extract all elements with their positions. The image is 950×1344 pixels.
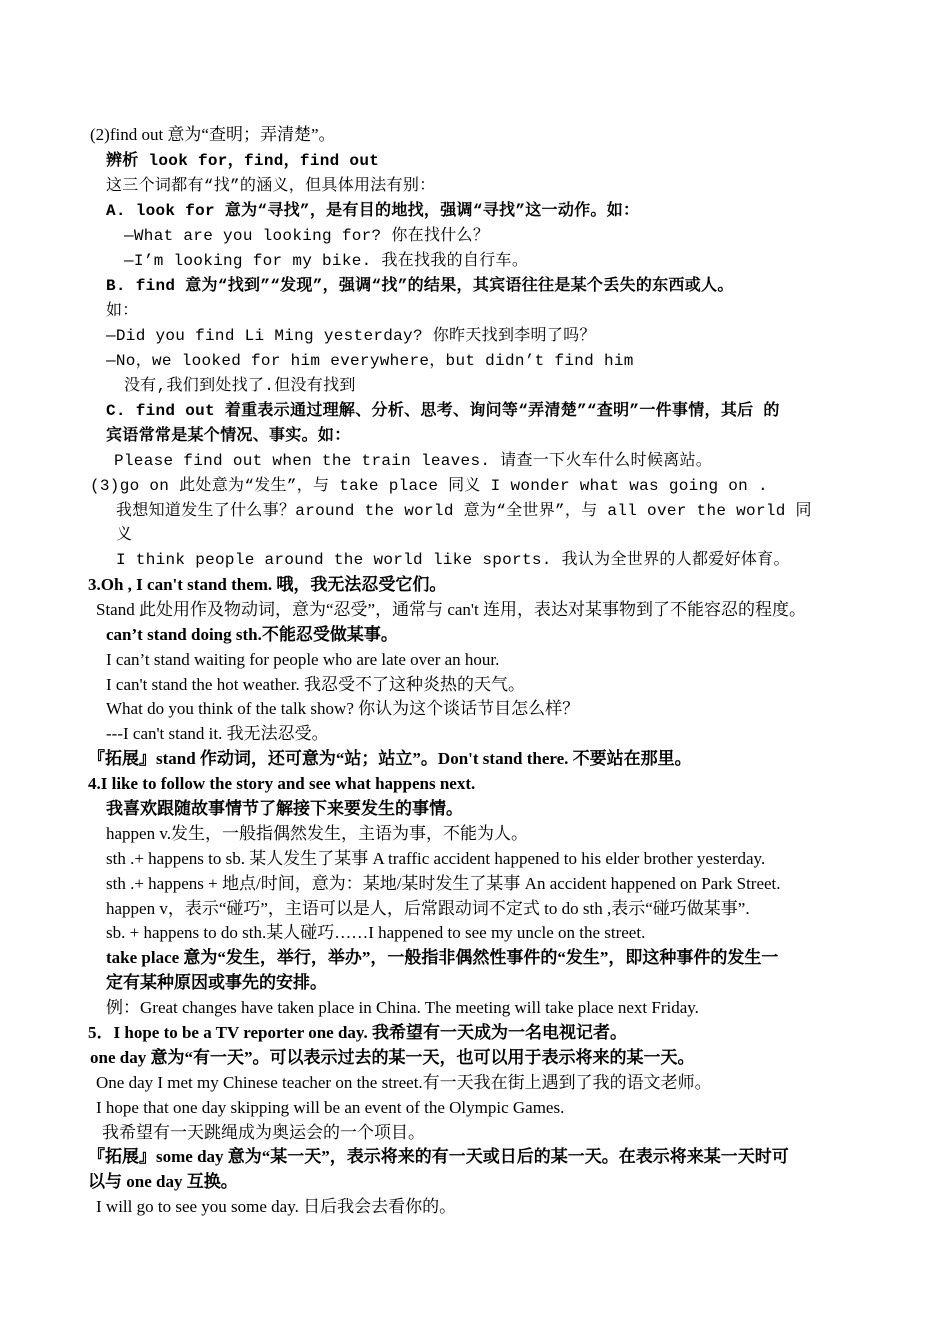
text-line: —No，we looked for him everywhere，but didn’t find him: [106, 352, 634, 370]
text-line: 以与 one day 互换。: [88, 1172, 238, 1191]
text-line: 没有,我们到处找了.但没有找到: [124, 377, 356, 395]
text-line: —Did you find Li Ming yesterday? 你昨天找到李明了吗？: [106, 327, 596, 345]
text-line: 辨析 look for，find，find out: [106, 152, 380, 170]
text-line: happen v，表示“碰巧”，主语可以是人，后常跟动词不定式 to do sth ,表示“碰巧做某事”.: [106, 899, 750, 918]
text-line: I think people around the world like sports. 我认为全世界的人都爱好体育。: [116, 551, 790, 569]
text-line: Stand 此处用作及物动词，意为“忍受”，通常与 can't 连用，表达对某事物到了不能容忍的程度。: [96, 600, 806, 619]
text-line: 我想知道发生了什么事？around the world 意为“全世界”，与 all over the world 同: [116, 502, 812, 520]
text-line: One day I met my Chinese teacher on the street.有一天我在街上遇到了我的语文老师。: [96, 1073, 712, 1092]
text-line: ---I can't stand it. 我无法忍受。: [106, 724, 329, 743]
section-heading: 5．I hope to be a TV reporter one day. 我希望有一天成为一名电视记者。: [88, 1023, 627, 1042]
section-heading: 4.I like to follow the story and see what happens next.: [88, 774, 476, 793]
text-line: B. find 意为“找到”“发现”，强调“找”的结果，其宾语往往是某个丢失的东西或人。: [106, 277, 734, 295]
section-heading: 3.Oh , I can't stand them. 哦，我无法忍受它们。: [88, 575, 447, 594]
text-line: 『拓展』some day 意为“某一天”，表示将来的有一天或日后的某一天。在表示将来某一天时可: [88, 1147, 789, 1166]
text-line: one day 意为“有一天”。可以表示过去的某一天，也可以用于表示将来的某一天。: [90, 1048, 695, 1067]
text-line: 例：Great changes have taken place in China. The meeting will take place next Friday.: [106, 998, 699, 1017]
text-line: happen v.发生，一般指偶然发生，主语为事，不能为人。: [106, 824, 528, 843]
text-line: 这三个词都有“找”的涵义，但具体用法有别：: [106, 177, 436, 195]
text-line: Please find out when the train leaves. 请查一下火车什么时候离站。: [114, 452, 713, 470]
text-line: sb. + happens to do sth.某人碰巧……I happened to see my uncle on the street.: [106, 923, 646, 942]
text-line: I will go to see you some day. 日后我会去看你的。: [96, 1197, 457, 1216]
text-line: 宾语常常是某个情况、事实。如：: [106, 427, 351, 445]
text-line: I can’t stand waiting for people who are late over an hour.: [106, 650, 500, 669]
text-line: C. find out 着重表示通过理解、分析、思考、询问等“弄清楚”“查明”一件事情，其后 的: [106, 402, 780, 420]
text-line: can’t stand doing sth.不能忍受做某事。: [106, 625, 398, 644]
text-line: (3)go on 此处意为“发生”，与 take place 同义 I wonder what was going on .: [90, 477, 768, 495]
text-line: (2)find out 意为“查明；弄清楚”。: [90, 125, 336, 144]
text-line: 『拓展』stand 作动词，还可意为“站；站立”。Don't stand there. 不要站在那里。: [88, 749, 692, 768]
text-line: take place 意为“发生，举行，举办”，一般指非偶然性事件的“发生”，即这种事件的发生一: [106, 948, 779, 967]
text-line: 我喜欢跟随故事情节了解接下来要发生的事情。: [106, 799, 463, 818]
text-line: I can't stand the hot weather. 我忍受不了这种炎热的天气。: [106, 675, 526, 694]
text-line: sth .+ happens + 地点/时间，意为：某地/某时发生了某事 An accident happened on Park Street.: [106, 874, 781, 893]
text-line: 我希望有一天跳绳成为奥运会的一个项目。: [102, 1123, 425, 1142]
text-line: 定有某种原因或事先的安排。: [106, 973, 327, 992]
text-line: sth .+ happens to sb. 某人发生了某事 A traffic accident happened to his elder brother yesterday.: [106, 849, 766, 868]
text-line: 义: [116, 526, 133, 544]
text-line: —What are you looking for? 你在找什么？: [124, 227, 490, 245]
text-line: What do you think of the talk show? 你认为这个谈话节目怎么样？: [106, 699, 580, 718]
text-line: —I’m looking for my bike. 我在找我的自行车。: [124, 252, 529, 270]
text-line: 如：: [106, 302, 139, 320]
text-line: A. look for 意为“寻找”，是有目的地找，强调“寻找”这一动作。如：: [106, 202, 640, 220]
text-line: I hope that one day skipping will be an event of the Olympic Games.: [96, 1098, 565, 1117]
